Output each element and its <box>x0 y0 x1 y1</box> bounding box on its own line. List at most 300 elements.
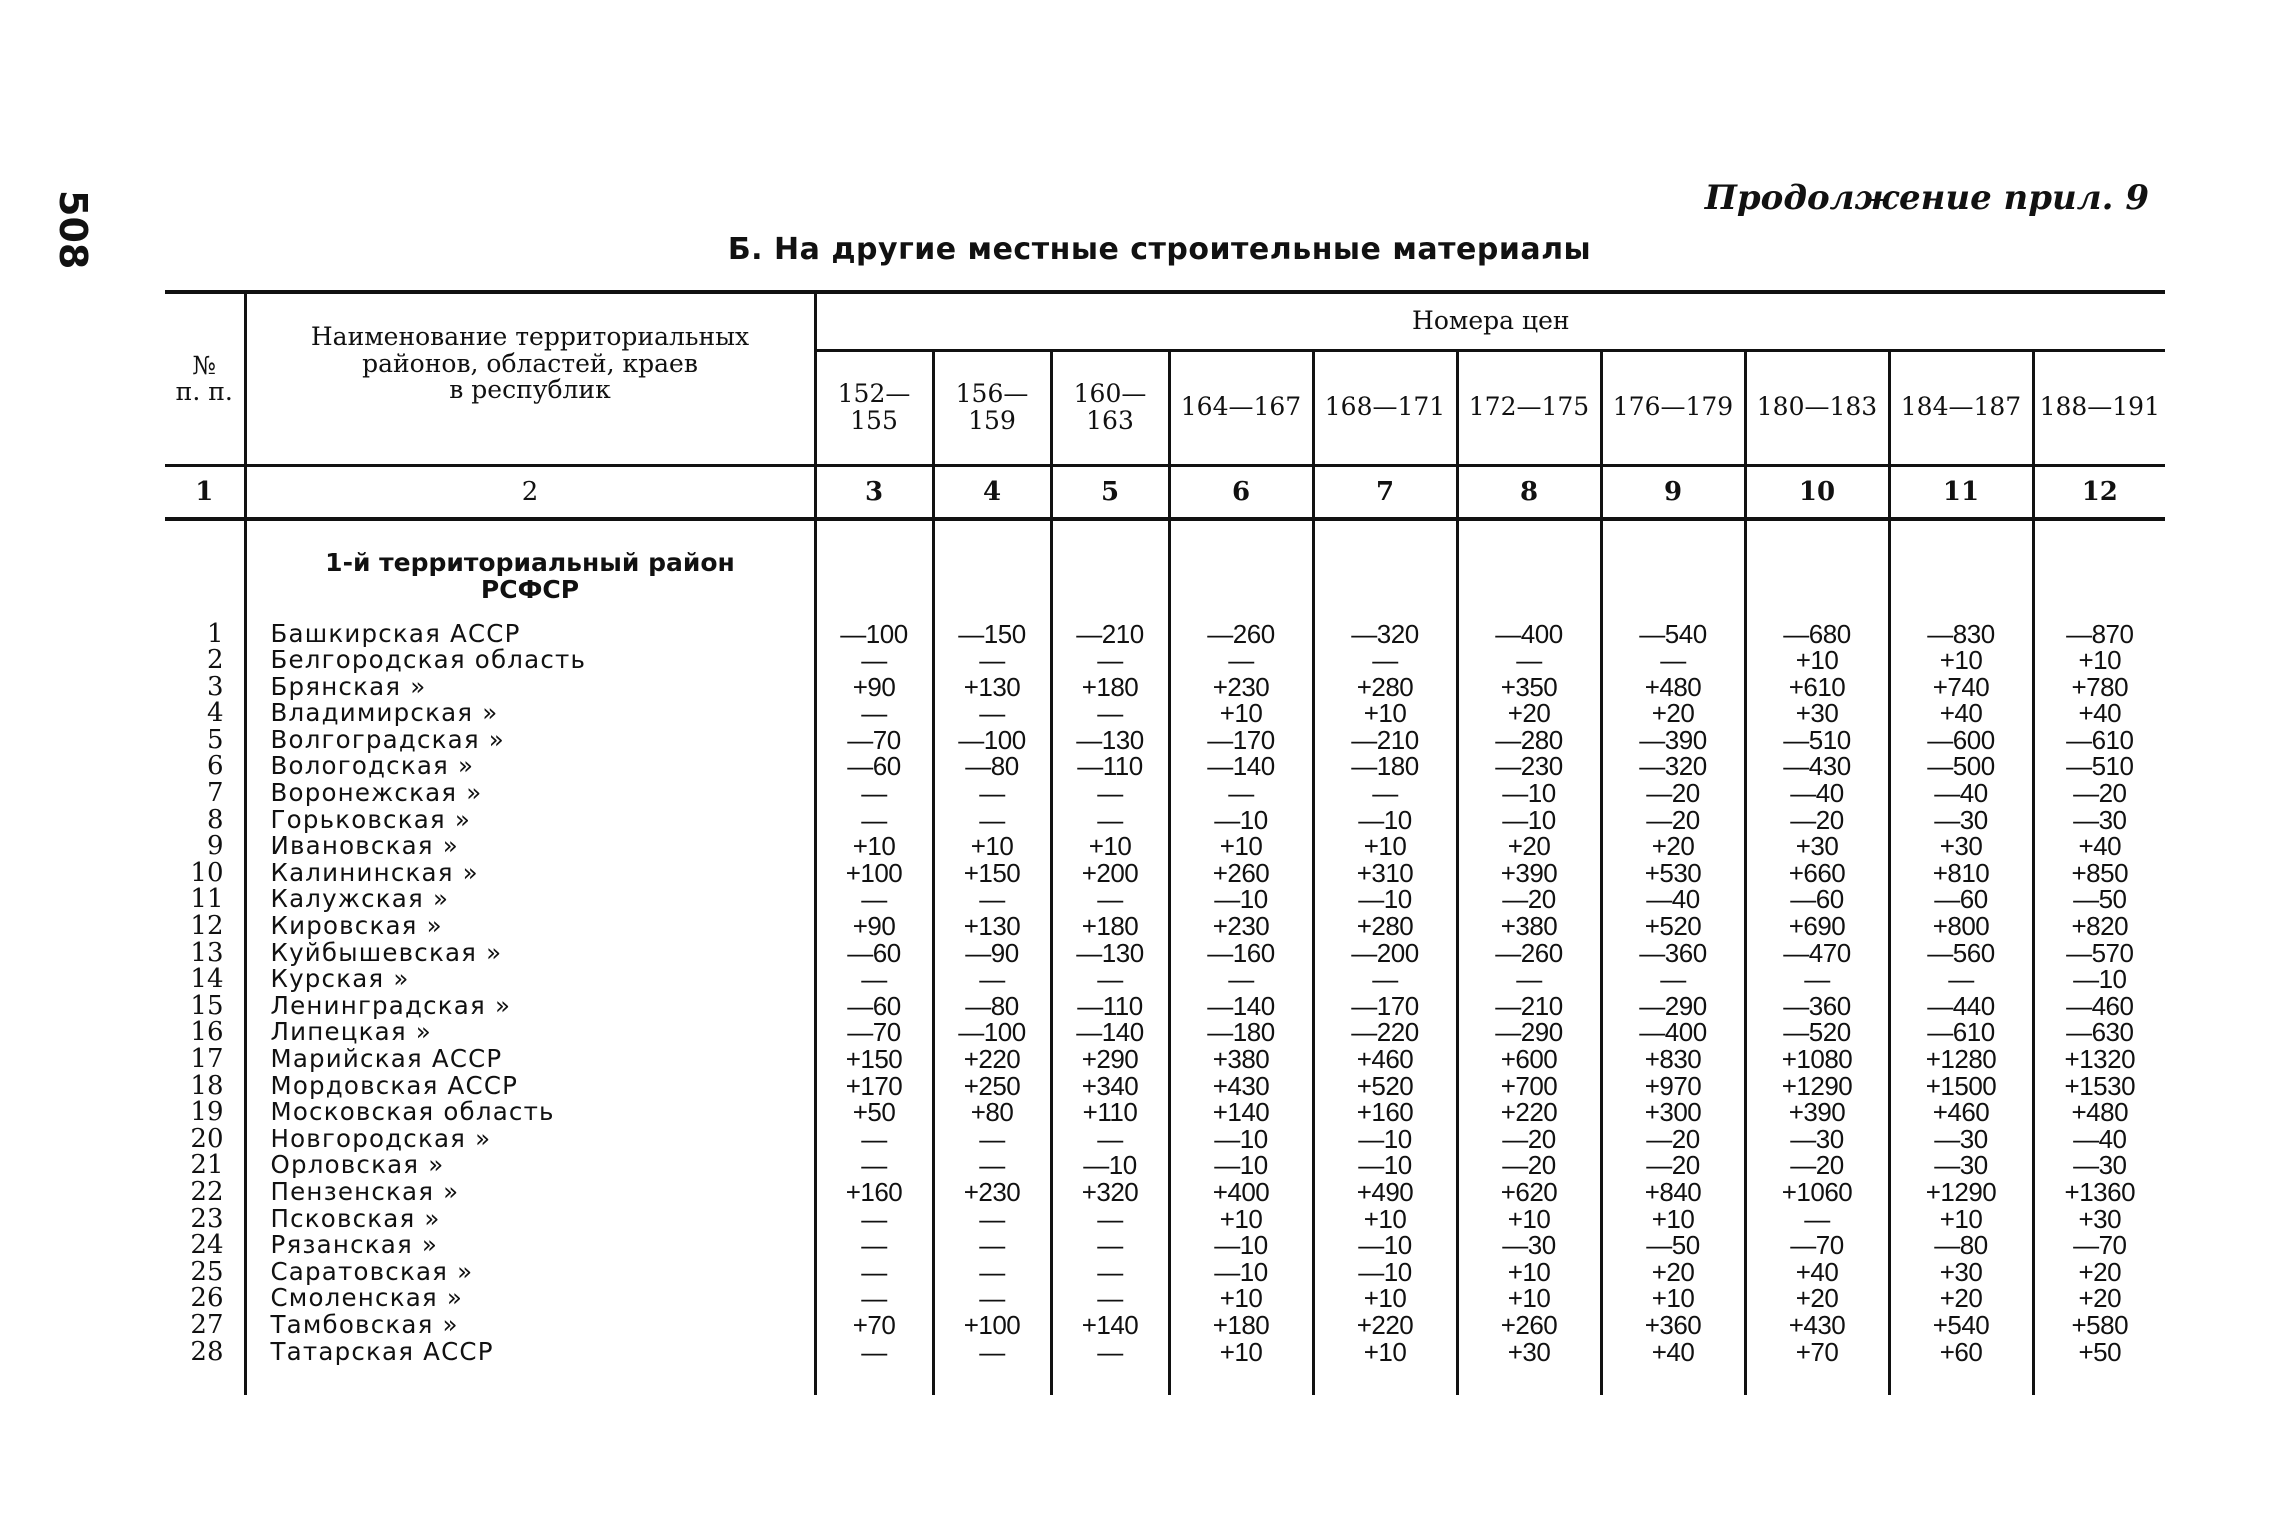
price-adjustment-value: +850 <box>2033 860 2165 887</box>
region-name: Горьковская » <box>245 807 815 834</box>
row-number: 26 <box>190 1283 224 1314</box>
price-adjustment-value: +540 <box>1889 1312 2033 1339</box>
price-adjustment-value: —870 <box>2033 621 2165 648</box>
price-adjustment-value: — <box>1051 886 1169 913</box>
price-adjustment-value: +380 <box>1169 1046 1313 1073</box>
price-adjustment-value: +10 <box>1313 1285 1457 1312</box>
price-adjustment-value: —60 <box>815 993 933 1020</box>
price-adjustment-value: —10 <box>1169 1126 1313 1153</box>
price-adjustment-value: —100 <box>815 621 933 648</box>
price-adjustment-value: +110 <box>1051 1099 1169 1126</box>
table-row <box>165 1259 2165 1286</box>
row-number: 3 <box>206 671 224 702</box>
price-adjustment-value: +430 <box>1745 1312 1889 1339</box>
price-adjustment-value: +230 <box>1169 674 1313 701</box>
price-adjustment-value: —10 <box>1169 886 1313 913</box>
row-number: 20 <box>190 1123 224 1154</box>
price-adjustment-value: +10 <box>1457 1285 1601 1312</box>
price-column-header: 152— 155 <box>815 350 933 465</box>
table-row <box>165 833 2165 860</box>
price-adjustment-value: —60 <box>1889 886 2033 913</box>
price-adjustment-value: +30 <box>1889 1259 2033 1286</box>
row-number: 2 <box>206 645 224 676</box>
price-adjustment-value: —10 <box>1313 1232 1457 1259</box>
table-row <box>165 727 2165 754</box>
price-adjustment-value: —320 <box>1601 753 1745 780</box>
price-adjustment-value: +1080 <box>1745 1046 1889 1073</box>
price-adjustment-value: —20 <box>1601 1126 1745 1153</box>
region-name: Ивановская » <box>245 833 815 860</box>
price-adjustment-value: +400 <box>1169 1179 1313 1206</box>
price-adjustment-value: — <box>1051 1285 1169 1312</box>
price-adjustment-value: —100 <box>933 1019 1051 1046</box>
price-adjustment-value: +310 <box>1313 860 1457 887</box>
price-column-header: 160— 163 <box>1051 350 1169 465</box>
price-adjustment-value: —200 <box>1313 940 1457 967</box>
price-adjustment-value: +10 <box>1169 833 1313 860</box>
price-adjustment-value: —80 <box>1889 1232 2033 1259</box>
region-name: Липецкая » <box>245 1019 815 1046</box>
price-adjustment-value: —230 <box>1457 753 1601 780</box>
column-number: 5 <box>1051 465 1169 519</box>
price-adjustment-value: — <box>933 807 1051 834</box>
price-adjustment-value: —20 <box>1457 886 1601 913</box>
price-adjustment-value: —440 <box>1889 993 2033 1020</box>
price-adjustment-value: +700 <box>1457 1073 1601 1100</box>
column-number: 3 <box>815 465 933 519</box>
column-number: 2 <box>245 465 815 519</box>
price-adjustment-value: — <box>1051 1339 1169 1366</box>
row-number: 24 <box>190 1230 224 1261</box>
row-number: 16 <box>190 1017 224 1048</box>
column-number-row <box>165 465 2165 519</box>
region-name: Кировская » <box>245 913 815 940</box>
price-adjustment-value: +390 <box>1745 1099 1889 1126</box>
price-adjustment-value: —10 <box>1313 1126 1457 1153</box>
price-adjustment-value: —70 <box>1745 1232 1889 1259</box>
price-adjustment-value: —60 <box>815 753 933 780</box>
header-name: Наименование территориальных районов, областей, краев в республик <box>245 292 815 465</box>
region-name: Тамбовская » <box>245 1312 815 1339</box>
price-adjustment-value: — <box>815 780 933 807</box>
price-adjustment-value: +320 <box>1051 1179 1169 1206</box>
row-number: 12 <box>190 911 224 942</box>
price-adjustment-value: —210 <box>1457 993 1601 1020</box>
price-adjustment-value: +780 <box>2033 674 2165 701</box>
price-adjustment-value: — <box>1051 1126 1169 1153</box>
price-adjustment-value: +10 <box>1313 833 1457 860</box>
price-adjustment-value: — <box>815 1259 933 1286</box>
price-adjustment-value: — <box>815 1126 933 1153</box>
price-adjustment-value: +1320 <box>2033 1046 2165 1073</box>
price-adjustment-value: — <box>815 1285 933 1312</box>
price-adjustment-value: —140 <box>1051 1019 1169 1046</box>
region-name: Пензенская » <box>245 1179 815 1206</box>
region-name: Саратовская » <box>245 1259 815 1286</box>
price-adjustment-value: — <box>815 1206 933 1233</box>
table-row <box>165 1232 2165 1259</box>
price-adjustment-value: —170 <box>1169 727 1313 754</box>
price-adjustment-value: +460 <box>1313 1046 1457 1073</box>
price-adjustment-value: —20 <box>1745 807 1889 834</box>
region-name: Московская область <box>245 1099 815 1126</box>
price-adjustment-value: — <box>1051 1206 1169 1233</box>
price-adjustment-value: —10 <box>1051 1152 1169 1179</box>
price-adjustment-value: —170 <box>1313 993 1457 1020</box>
table-row <box>165 1179 2165 1206</box>
price-adjustment-value: —20 <box>1601 780 1745 807</box>
price-adjustment-value: —280 <box>1457 727 1601 754</box>
price-table-container <box>165 290 2165 1395</box>
price-adjustment-value: +10 <box>1601 1285 1745 1312</box>
price-adjustment-value: +520 <box>1601 913 1745 940</box>
price-adjustment-value: +10 <box>1051 833 1169 860</box>
region-name: Волгоградская » <box>245 727 815 754</box>
region-name: Брянская » <box>245 674 815 701</box>
price-adjustment-value: — <box>1457 647 1601 674</box>
price-adjustment-value: —20 <box>1601 807 1745 834</box>
price-adjustment-value: +20 <box>1601 1259 1745 1286</box>
price-adjustment-value: —320 <box>1313 621 1457 648</box>
price-adjustment-value: — <box>933 886 1051 913</box>
price-adjustment-value: — <box>933 966 1051 993</box>
price-adjustment-value: —10 <box>1313 886 1457 913</box>
price-adjustment-value: +290 <box>1051 1046 1169 1073</box>
header-group-row <box>165 292 2165 350</box>
region-name: Татарская АССР <box>245 1339 815 1366</box>
price-adjustment-value: —30 <box>2033 807 2165 834</box>
price-adjustment-value: —540 <box>1601 621 1745 648</box>
row-number: 11 <box>190 884 224 915</box>
price-adjustment-value: +90 <box>815 674 933 701</box>
price-adjustment-value: —20 <box>2033 780 2165 807</box>
price-adjustment-value: —460 <box>2033 993 2165 1020</box>
region-name: Мордовская АССР <box>245 1073 815 1100</box>
row-number: 28 <box>190 1336 224 1367</box>
price-adjustment-value: +130 <box>933 674 1051 701</box>
price-adjustment-value: —30 <box>1889 1152 2033 1179</box>
price-adjustment-value: +140 <box>1051 1312 1169 1339</box>
column-number: 12 <box>2033 465 2165 519</box>
price-adjustment-value: — <box>815 807 933 834</box>
price-adjustment-value: —40 <box>2033 1126 2165 1153</box>
price-adjustment-value: —10 <box>1457 780 1601 807</box>
price-adjustment-value: —210 <box>1051 621 1169 648</box>
price-adjustment-value: +390 <box>1457 860 1601 887</box>
price-adjustment-value: +150 <box>933 860 1051 887</box>
price-adjustment-value: +10 <box>1169 1206 1313 1233</box>
price-column-header: 184—187 <box>1889 350 2033 465</box>
column-number: 6 <box>1169 465 1313 519</box>
table-row <box>165 807 2165 834</box>
table-row <box>165 1099 2165 1126</box>
price-adjustment-value: +180 <box>1169 1312 1313 1339</box>
price-adjustment-value: —470 <box>1745 940 1889 967</box>
price-adjustment-value: +340 <box>1051 1073 1169 1100</box>
price-adjustment-value: +10 <box>1169 700 1313 727</box>
column-number: 7 <box>1313 465 1457 519</box>
row-number: 5 <box>206 724 224 755</box>
row-number: 23 <box>190 1203 224 1234</box>
price-adjustment-value: —630 <box>2033 1019 2165 1046</box>
price-adjustment-value: — <box>1601 966 1745 993</box>
price-adjustment-value: — <box>1313 647 1457 674</box>
price-adjustment-value: +230 <box>1169 913 1313 940</box>
price-adjustment-value: —90 <box>933 940 1051 967</box>
price-adjustment-value: — <box>815 966 933 993</box>
price-adjustment-value: —60 <box>1745 886 1889 913</box>
region-name: Псковская » <box>245 1206 815 1233</box>
table-row <box>165 1046 2165 1073</box>
row-number: 25 <box>190 1256 224 1287</box>
price-adjustment-value: — <box>1601 647 1745 674</box>
price-adjustment-value: +1290 <box>1745 1073 1889 1100</box>
price-adjustment-value: +280 <box>1313 674 1457 701</box>
price-adjustment-value: —30 <box>1745 1126 1889 1153</box>
price-adjustment-value: +90 <box>815 913 933 940</box>
price-adjustment-value: —360 <box>1745 993 1889 1020</box>
column-number: 8 <box>1457 465 1601 519</box>
price-adjustment-value: +30 <box>1745 833 1889 860</box>
table-row <box>165 1019 2165 1046</box>
region-name: Курская » <box>245 966 815 993</box>
price-adjustment-value: —20 <box>1457 1152 1601 1179</box>
price-adjustment-value: +200 <box>1051 860 1169 887</box>
table-row <box>165 940 2165 967</box>
price-adjustment-value: +20 <box>1601 700 1745 727</box>
price-adjustment-value: +40 <box>1889 700 2033 727</box>
header-price-numbers: Номера цен <box>815 292 2165 350</box>
price-adjustment-value: +60 <box>1889 1339 2033 1366</box>
price-adjustment-value: — <box>1051 1232 1169 1259</box>
table-row <box>165 753 2165 780</box>
price-adjustment-value: +170 <box>815 1073 933 1100</box>
price-adjustment-value: —10 <box>1169 1152 1313 1179</box>
price-adjustment-value: +10 <box>933 833 1051 860</box>
price-adjustment-value: — <box>1889 966 2033 993</box>
price-adjustment-value: —10 <box>1457 807 1601 834</box>
table-row <box>165 621 2165 648</box>
price-adjustment-value: — <box>933 700 1051 727</box>
table-row <box>165 1126 2165 1153</box>
price-adjustment-value: —20 <box>1601 1152 1745 1179</box>
price-adjustment-value: +40 <box>2033 700 2165 727</box>
price-adjustment-value: +800 <box>1889 913 2033 940</box>
price-adjustment-value: — <box>1169 647 1313 674</box>
price-adjustment-value: —30 <box>1457 1232 1601 1259</box>
price-adjustment-value: +840 <box>1601 1179 1745 1206</box>
price-adjustment-value: +180 <box>1051 674 1169 701</box>
price-adjustment-value: —30 <box>1889 1126 2033 1153</box>
price-adjustment-value: —520 <box>1745 1019 1889 1046</box>
price-column-header: 164—167 <box>1169 350 1313 465</box>
row-number: 7 <box>206 778 224 809</box>
price-adjustment-value: —500 <box>1889 753 2033 780</box>
price-adjustment-value: +660 <box>1745 860 1889 887</box>
table-filler-row <box>165 1365 2165 1395</box>
price-adjustment-value: — <box>1051 647 1169 674</box>
price-column-header: 188—191 <box>2033 350 2165 465</box>
price-adjustment-value: — <box>815 886 933 913</box>
price-adjustment-value: — <box>1313 966 1457 993</box>
row-number: 6 <box>206 751 224 782</box>
row-number: 19 <box>190 1097 224 1128</box>
price-adjustment-value: —180 <box>1313 753 1457 780</box>
row-number: 10 <box>190 857 224 888</box>
price-adjustment-value: +20 <box>1457 700 1601 727</box>
table-body <box>165 519 2165 1396</box>
price-adjustment-value: —360 <box>1601 940 1745 967</box>
price-adjustment-value: —290 <box>1457 1019 1601 1046</box>
price-adjustment-value: +30 <box>1457 1339 1601 1366</box>
continuation-note: Продолжение прил. 9 <box>1704 178 2149 218</box>
region-name: Владимирская » <box>245 700 815 727</box>
price-adjustment-value: —610 <box>2033 727 2165 754</box>
price-adjustment-value: +480 <box>1601 674 1745 701</box>
price-adjustment-value: —160 <box>1169 940 1313 967</box>
price-adjustment-value: +250 <box>933 1073 1051 1100</box>
price-adjustment-value: —400 <box>1457 621 1601 648</box>
price-adjustment-value: —400 <box>1601 1019 1745 1046</box>
price-adjustment-value: — <box>933 647 1051 674</box>
price-adjustment-value: +10 <box>1745 647 1889 674</box>
price-adjustment-value: +220 <box>933 1046 1051 1073</box>
price-adjustment-value: — <box>1169 780 1313 807</box>
price-adjustment-value: +30 <box>2033 1206 2165 1233</box>
price-adjustment-value: —10 <box>1169 807 1313 834</box>
price-adjustment-value: +80 <box>933 1099 1051 1126</box>
row-number: 18 <box>190 1070 224 1101</box>
price-adjustment-value: —150 <box>933 621 1051 648</box>
price-adjustment-value: +20 <box>2033 1285 2165 1312</box>
price-adjustment-value: +350 <box>1457 674 1601 701</box>
price-adjustment-value: — <box>933 1285 1051 1312</box>
price-adjustment-value: +620 <box>1457 1179 1601 1206</box>
region-name: Воронежская » <box>245 780 815 807</box>
price-adjustment-value: +460 <box>1889 1099 2033 1126</box>
table-row <box>165 1285 2165 1312</box>
row-number: 17 <box>190 1044 224 1074</box>
price-adjustment-value: — <box>815 1232 933 1259</box>
price-adjustment-value: — <box>933 1126 1051 1153</box>
row-number: 8 <box>206 804 224 835</box>
price-adjustment-value: — <box>1313 780 1457 807</box>
price-adjustment-value: —130 <box>1051 727 1169 754</box>
price-adjustment-value: —30 <box>2033 1152 2165 1179</box>
table-row <box>165 1152 2165 1179</box>
region-name: Смоленская » <box>245 1285 815 1312</box>
price-adjustment-value: —130 <box>1051 940 1169 967</box>
price-adjustment-value: — <box>1051 780 1169 807</box>
price-column-header: 168—171 <box>1313 350 1457 465</box>
price-adjustment-value: — <box>933 1232 1051 1259</box>
region-heading-row <box>165 519 2165 621</box>
price-adjustment-value: +580 <box>2033 1312 2165 1339</box>
table-row <box>165 886 2165 913</box>
price-adjustment-value: —100 <box>933 727 1051 754</box>
price-adjustment-value: +160 <box>1313 1099 1457 1126</box>
price-adjustment-value: —210 <box>1313 727 1457 754</box>
price-adjustment-value: —10 <box>1169 1232 1313 1259</box>
price-adjustment-value: +20 <box>1457 833 1601 860</box>
table-row <box>165 700 2165 727</box>
table-title: Б. На другие местные строительные материалы <box>727 232 1592 267</box>
price-adjustment-value: —40 <box>1889 780 2033 807</box>
price-adjustment-value: —830 <box>1889 621 2033 648</box>
price-adjustment-value: +10 <box>1313 1206 1457 1233</box>
price-adjustment-value: —600 <box>1889 727 2033 754</box>
price-adjustment-value: — <box>933 1339 1051 1366</box>
price-adjustment-value: —70 <box>815 1019 933 1046</box>
price-adjustment-value: +530 <box>1601 860 1745 887</box>
price-adjustment-value: +70 <box>1745 1339 1889 1366</box>
price-adjustment-value: +10 <box>1889 1206 2033 1233</box>
price-adjustment-value: +220 <box>1457 1099 1601 1126</box>
price-adjustment-value: — <box>933 780 1051 807</box>
price-adjustment-value: +20 <box>1889 1285 2033 1312</box>
price-adjustment-value: — <box>1457 966 1601 993</box>
table-row <box>165 1339 2165 1366</box>
row-number: 4 <box>206 698 224 729</box>
price-adjustment-value: +690 <box>1745 913 1889 940</box>
region-name: Калининская » <box>245 860 815 887</box>
price-adjustment-value: +10 <box>1457 1259 1601 1286</box>
price-adjustment-value: —10 <box>1313 1152 1457 1179</box>
price-adjustment-value: +490 <box>1313 1179 1457 1206</box>
price-adjustment-table <box>165 290 2165 1395</box>
price-adjustment-value: — <box>1051 807 1169 834</box>
price-adjustment-value: +10 <box>1169 1285 1313 1312</box>
price-adjustment-value: —40 <box>1601 886 1745 913</box>
table-row <box>165 647 2165 674</box>
table-row <box>165 913 2165 940</box>
price-adjustment-value: —260 <box>1457 940 1601 967</box>
region-title: 1-й территориальный район РСФСР <box>245 519 815 621</box>
price-adjustment-value: +970 <box>1601 1073 1745 1100</box>
price-adjustment-value: —610 <box>1889 1019 2033 1046</box>
column-number: 1 <box>165 465 245 519</box>
price-adjustment-value: +830 <box>1601 1046 1745 1073</box>
price-adjustment-value: —220 <box>1313 1019 1457 1046</box>
price-adjustment-value: —50 <box>2033 886 2165 913</box>
table-row <box>165 674 2165 701</box>
row-number: 15 <box>190 990 224 1021</box>
region-name: Новгородская » <box>245 1126 815 1153</box>
price-column-header: 180—183 <box>1745 350 1889 465</box>
price-adjustment-value: +10 <box>1169 1339 1313 1366</box>
column-number: 4 <box>933 465 1051 519</box>
price-adjustment-value: +600 <box>1457 1046 1601 1073</box>
price-adjustment-value: +1290 <box>1889 1179 2033 1206</box>
price-adjustment-value: +1530 <box>2033 1073 2165 1100</box>
price-adjustment-value: — <box>933 1259 1051 1286</box>
price-adjustment-value: — <box>933 1206 1051 1233</box>
price-adjustment-value: +10 <box>1601 1206 1745 1233</box>
price-adjustment-value: +10 <box>1313 1339 1457 1366</box>
price-adjustment-value: +40 <box>2033 833 2165 860</box>
price-adjustment-value: +220 <box>1313 1312 1457 1339</box>
price-adjustment-value: — <box>1051 1259 1169 1286</box>
price-adjustment-value: +30 <box>1745 700 1889 727</box>
price-adjustment-value: —180 <box>1169 1019 1313 1046</box>
price-adjustment-value: +1500 <box>1889 1073 2033 1100</box>
price-adjustment-value: —560 <box>1889 940 2033 967</box>
price-adjustment-value: +480 <box>2033 1099 2165 1126</box>
price-adjustment-value: —70 <box>815 727 933 754</box>
price-adjustment-value: +50 <box>2033 1339 2165 1366</box>
price-adjustment-value: +180 <box>1051 913 1169 940</box>
price-adjustment-value: +20 <box>1601 833 1745 860</box>
